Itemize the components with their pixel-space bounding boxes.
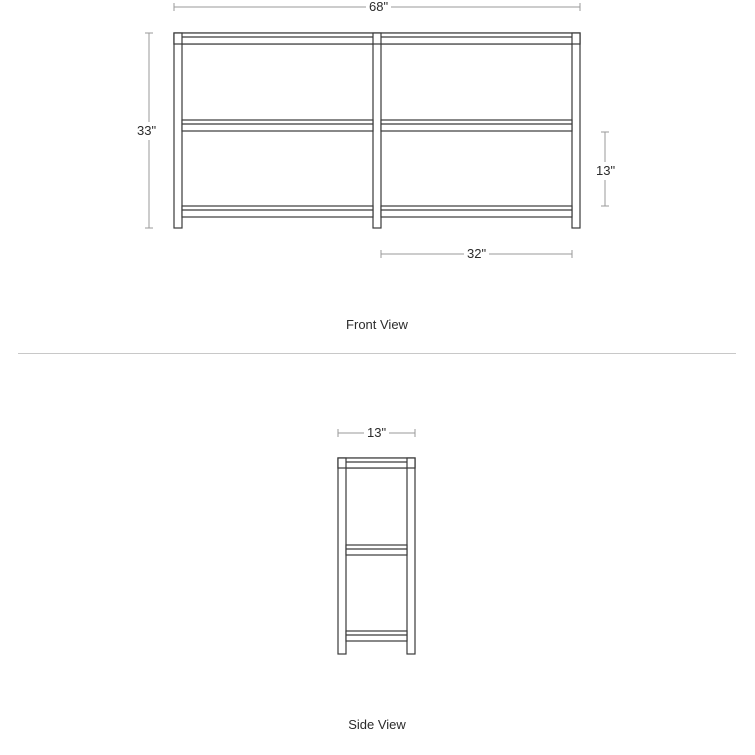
side-view-caption: Side View xyxy=(348,717,406,732)
side-view-shelf xyxy=(338,458,415,654)
label-overall-height: 33" xyxy=(137,123,157,138)
label-bay-width: 32" xyxy=(464,247,489,261)
label-overall-width: 68" xyxy=(366,0,391,14)
label-shelf-spacing: 13" xyxy=(596,163,616,178)
section-divider xyxy=(18,353,736,354)
front-view-shelf xyxy=(174,33,580,228)
front-view-caption: Front View xyxy=(346,317,408,332)
label-depth: 13" xyxy=(364,426,389,440)
